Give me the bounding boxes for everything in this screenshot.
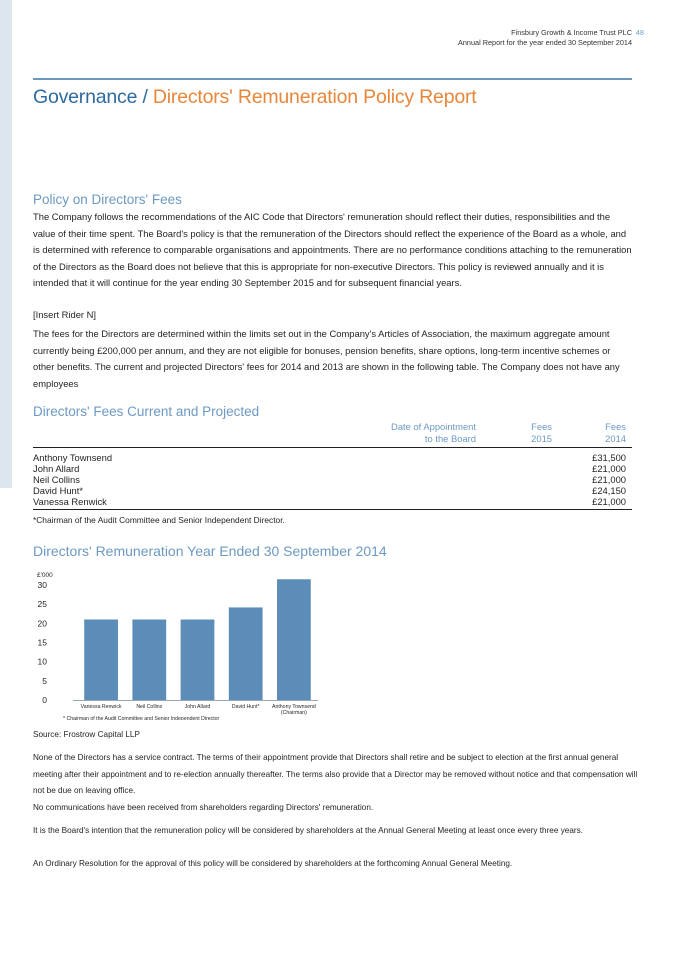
remuneration-bar-chart [33,570,323,720]
y-tick-label: 5 [42,675,47,686]
y-tick-label: 25 [37,599,47,610]
y-tick-label: 10 [37,656,47,667]
x-tick-label: Vanessa Renwick [80,704,122,710]
y-tick-label: 15 [37,637,47,648]
closing-paragraph-3: It is the Board's intention that the remuneration policy will be considered by shareholders at the Annual General Meeting at least once every three years. [33,826,583,835]
closing-paragraph-1: None of the Directors has a service contract. The terms of their appointment provide that Directors shall retire and be subject to election at the first annual general meeting after their appointment and to re-election annually thereafter. The terms also provide that a Director may be removed without notice and that compensation will not be due on leaving office. [33,753,638,796]
policy-paragraph-2: [Insert Rider N] [33,309,97,320]
policy-heading: Policy on Directors' Fees [33,192,182,207]
title-main: Governance [33,86,138,108]
x-tick-label: John Allard [184,704,211,710]
closing-paragraph-4: An Ordinary Resolution for the approval of this policy will be considered by shareholders at the forthcoming Annual General Meeting. [33,859,513,868]
running-header [458,28,632,48]
chart-bar [229,607,263,700]
col-header-2014: Fees 2014 [605,421,626,444]
chart-bar [277,579,311,700]
page-number: 48 [635,28,644,37]
table-top-rule [33,447,632,448]
policy-paragraph-1: The Company follows the recommendations of the AIC Code that Directors' remuneration should reflect their duties, responsibilities and the value of their time spent. The Board's policy is that the remuneration of the Directors should reflect the experience of the Board as a whole, and is determined with reference to comparable organisations and appointments. There are no performance conditions attaching to the remuneration of the Directors as the Board does not believe that this is appropriate for non-executive Directors. This policy is reviewed annually and it is intended that it will continue for the year ending 30 September 2015 and for subsequent financial years. [33,211,632,289]
x-tick-label: David Hunt* [231,704,260,710]
y-tick-label: 20 [37,618,47,629]
page-title [33,86,477,109]
policy-paragraph-3: The fees for the Directors are determined within the limits set out in the Company's Articles of Association, the maximum aggregate amount currently being £200,000 per annum, and they are not eligible for bonuses, pension benefits, share options, long-term incentive schemes or other benefits. The current and projected Directors' fees for 2014 and 2013 are shown in the following table. The Company does not have any employees [33,328,620,389]
title-sub: Directors' Remuneration Policy Report [152,86,477,108]
chart-footnote: * Chairman of the Audit Committee and Senior Independent Director [63,716,220,720]
fees-table-heading: Directors' Fees Current and Projected [33,404,260,419]
header-report: Annual Report for the year ended 30 September 2014 [457,38,632,47]
chart-bar [132,620,166,701]
table-footnote: *Chairman of the Audit Committee and Senior Independent Director. [33,515,285,525]
y-tick-label: 0 [42,695,47,705]
table-bottom-rule [33,509,632,510]
source-note: Source: Frostrow Capital LLP [33,730,140,739]
y-tick-label: 30 [37,580,47,590]
header-company: Finsbury Growth & Income Trust PLC [511,28,632,37]
chart-bar [84,620,118,701]
chart-bar [181,620,215,701]
side-accent-stripe [0,0,12,488]
chart-svg [33,570,323,720]
header-divider [33,78,632,80]
y-axis-unit-label: £'000 [37,572,53,579]
title-slash: / [142,86,148,108]
x-tick-label: Neil Collins [136,704,163,710]
chart-heading: Directors' Remuneration Year Ended 30 September 2014 [33,543,387,559]
closing-paragraph-2: No communications have been received from shareholders regarding Directors' remuneration. [33,803,374,812]
x-tick-label: Anthony Townsend (Chairman) [272,704,316,716]
col-header-2015: Fees 2015 [531,421,552,444]
col-header-date: Date of Appointment to the Board [391,421,476,444]
